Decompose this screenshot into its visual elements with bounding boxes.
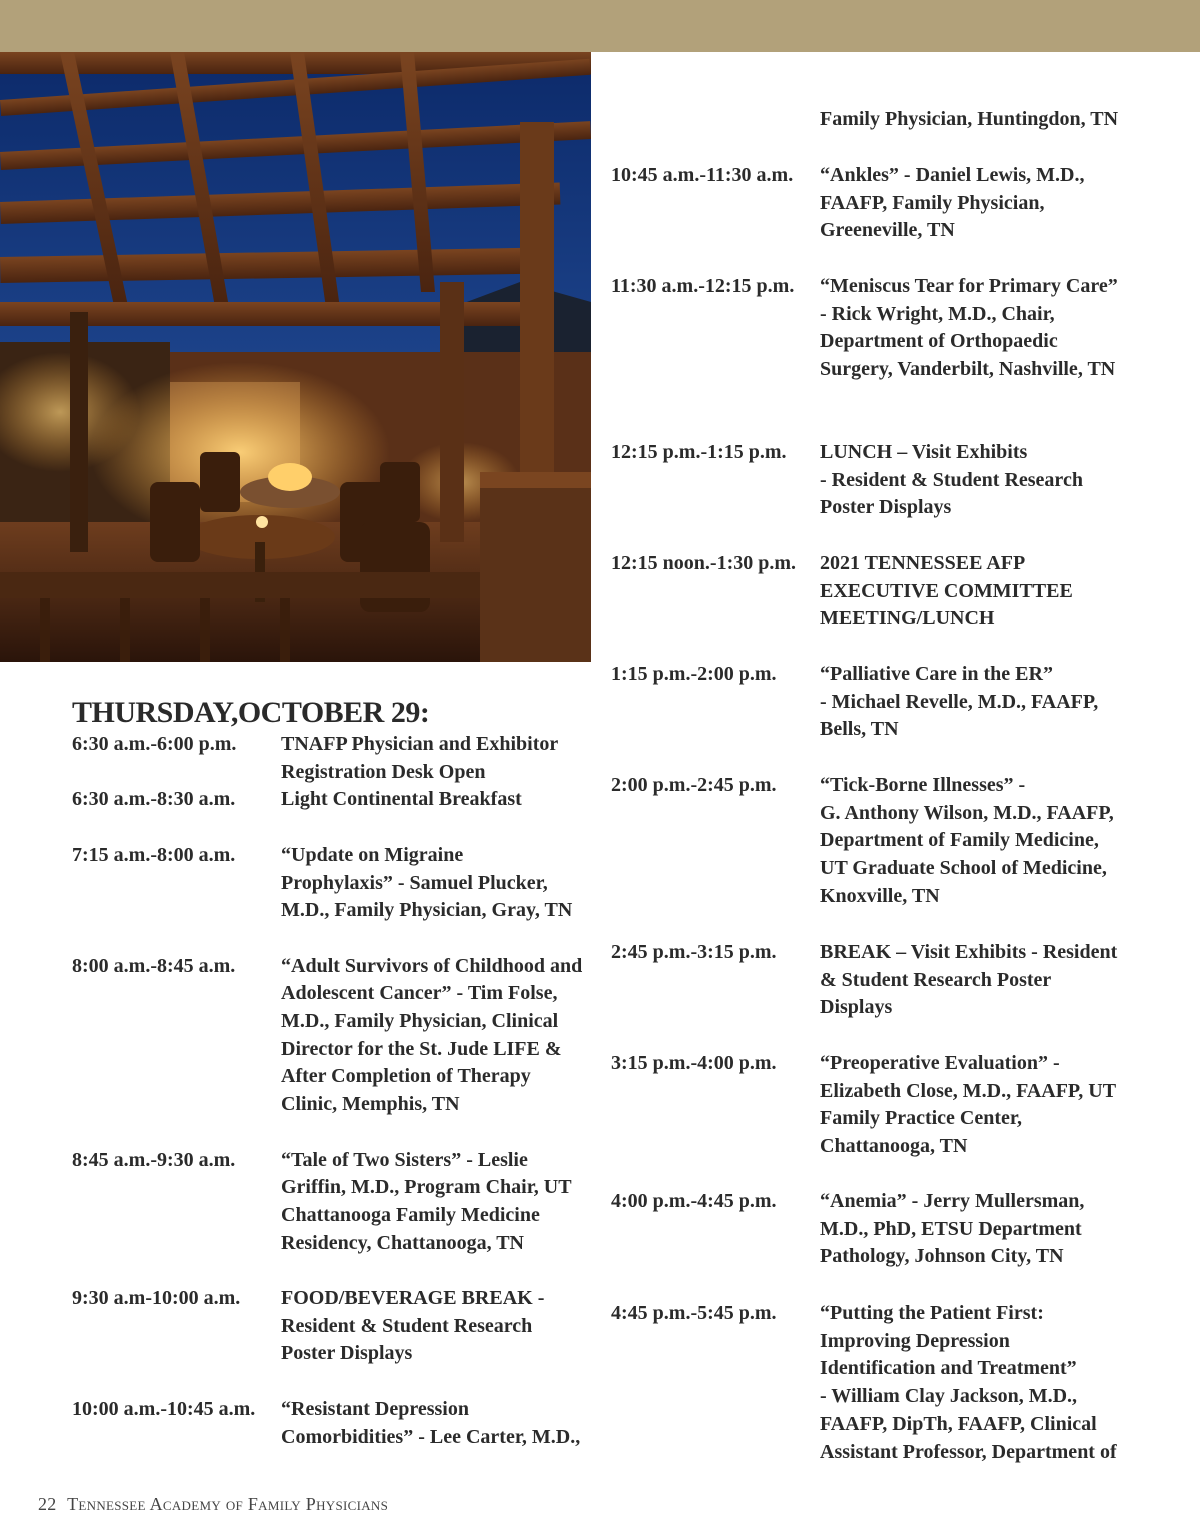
day-title: THURSDAY,OCTOBER 29:: [72, 696, 430, 729]
session-time: 11:30 a.m.-12:15 p.m.: [611, 275, 795, 297]
session-desc: Light Continental Breakfast: [281, 788, 522, 811]
session-time: 2:45 p.m.-3:15 p.m.: [611, 941, 777, 963]
patio-illustration: [0, 52, 591, 662]
session-time: 4:00 p.m.-4:45 p.m.: [611, 1190, 777, 1212]
session-desc: “Resistant Depression Comorbidities” - Lee Carter, M.D.,: [281, 1398, 581, 1448]
schedule-row: [72, 786, 592, 814]
schedule-row: [611, 106, 1140, 134]
session-desc: “Preoperative Evaluation” - Elizabeth Close, M.D., FAAFP, UT Family Practice Center, Chattanooga, TN: [820, 1052, 1117, 1158]
session-time: 8:45 a.m.-9:30 a.m.: [72, 1148, 236, 1171]
session-desc: “Putting the Patient First: Improving Depression Identification and Treatment” - William Clay Jackson, M.D., FAAFP, DipTh, FAAFP, Clinical Assistant Professor, Department of: [820, 1302, 1117, 1463]
schedule-row: [72, 1396, 592, 1451]
session-desc: “Ankles” - Daniel Lewis, M.D., FAAFP, Family Physician, Greeneville, TN: [820, 164, 1085, 242]
session-time: 3:15 p.m.-4:00 p.m.: [611, 1052, 777, 1074]
session-time: 6:30 a.m.-8:30 a.m.: [72, 788, 236, 811]
schedule-row: [611, 772, 1140, 911]
session-time: 2:00 p.m.-2:45 p.m.: [611, 774, 777, 796]
session-desc: “Adult Survivors of Childhood and Adolescent Cancer” - Tim Folse, M.D., Family Physician, Clinical Director for the St. Jude LIFE & After Completion of Therapy Clinic, Memphis, TN: [281, 954, 583, 1116]
schedule-row: [611, 1188, 1140, 1271]
session-time: 8:00 a.m.-8:45 a.m.: [72, 954, 236, 977]
session-desc: TNAFP Physician and Exhibitor Registration Desk Open: [281, 733, 559, 783]
schedule-row: [72, 953, 592, 1119]
schedule-row: [611, 439, 1140, 522]
session-desc: LUNCH – Visit Exhibits - Resident & Student Research Poster Displays: [820, 441, 1083, 519]
header-band: [0, 0, 1200, 52]
session-desc: “Palliative Care in the ER” - Michael Revelle, M.D., FAAFP, Bells, TN: [820, 663, 1099, 741]
session-time: 12:15 noon.-1:30 p.m.: [611, 552, 797, 574]
schedule-row: [611, 939, 1140, 1022]
session-desc: BREAK – Visit Exhibits - Resident & Student Research Poster Displays: [820, 941, 1118, 1019]
session-time: 10:45 a.m.-11:30 a.m.: [611, 164, 794, 186]
session-desc: “Tick-Borne Illnesses” - G. Anthony Wilson, M.D., FAAFP, Department of Family Medicine, UT Graduate School of Medicine, Knoxville, TN: [820, 774, 1114, 907]
schedule-row: [72, 1147, 592, 1258]
schedule-row: [611, 162, 1140, 245]
publication-name: Tennessee Academy of Family Physicians: [67, 1494, 389, 1514]
session-time: 9:30 a.m-10:00 a.m.: [72, 1287, 241, 1309]
session-time: [611, 106, 820, 134]
session-time: 10:00 a.m.-10:45 a.m.: [72, 1398, 256, 1420]
schedule-row: [611, 273, 1140, 384]
session-desc: Family Physician, Huntingdon, TN: [820, 108, 1119, 130]
session-desc: FOOD/BEVERAGE BREAK - Resident & Student Research Poster Displays: [281, 1287, 545, 1365]
schedule-row: [72, 1285, 592, 1368]
schedule-row: [611, 1050, 1140, 1161]
session-time: 12:15 p.m.-1:15 p.m.: [611, 441, 787, 463]
schedule-row: [611, 661, 1140, 744]
session-desc: “Meniscus Tear for Primary Care” - Rick Wright, M.D., Chair, Department of Orthopaedic Surgery, Vanderbilt, Nashville, TN: [820, 275, 1118, 381]
session-desc: “Anemia” - Jerry Mullersman, M.D., PhD, ETSU Department Pathology, Johnson City, TN: [820, 1190, 1085, 1268]
schedule-row: [72, 731, 592, 786]
session-time: 1:15 p.m.-2:00 p.m.: [611, 663, 777, 685]
schedule-row: [611, 1300, 1140, 1466]
session-desc: “Tale of Two Sisters” - Leslie Griffin, M.D., Program Chair, UT Chattanooga Family Medicine Residency, Chattanooga, TN: [281, 1148, 572, 1254]
session-desc: “Update on Migraine Prophylaxis” - Samuel Plucker, M.D., Family Physician, Gray, TN: [281, 843, 573, 922]
session-time: 7:15 a.m.-8:00 a.m.: [72, 843, 236, 866]
schedule-row: [72, 842, 592, 925]
patio-photo: [0, 52, 591, 662]
session-time: 6:30 a.m.-6:00 p.m.: [72, 733, 237, 755]
session-desc: 2021 TENNESSEE AFP EXECUTIVE COMMITTEE MEETING/LUNCH: [820, 552, 1073, 630]
schedule-row: [611, 550, 1140, 633]
session-time: 4:45 p.m.-5:45 p.m.: [611, 1302, 777, 1324]
page-number: 22: [38, 1494, 57, 1514]
page-footer: [38, 1494, 388, 1515]
